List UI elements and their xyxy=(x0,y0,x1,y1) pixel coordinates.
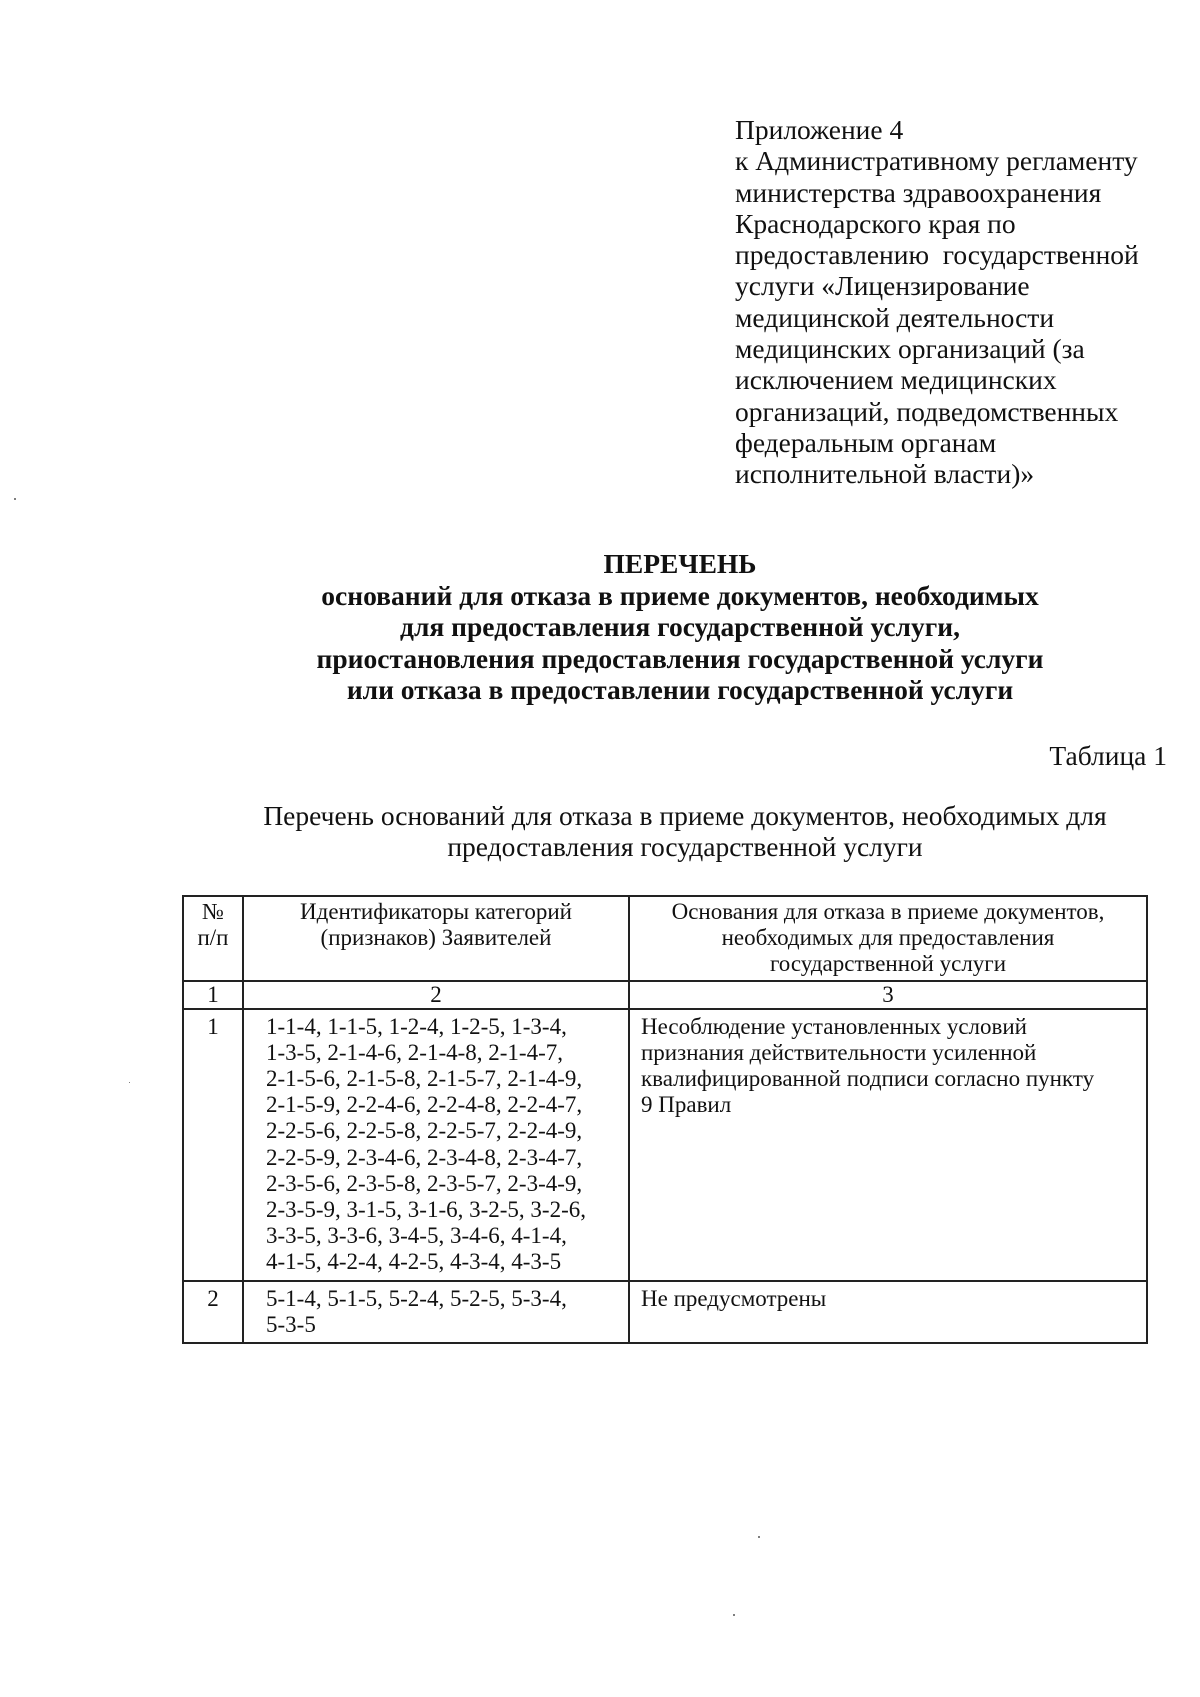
row-index: 1 xyxy=(183,1009,243,1281)
row-ids: 1-1-4, 1-1-5, 1-2-4, 1-2-5, 1-3-4, 1-3-5, 2-1-4-6, 2-1-4-8, 2-1-4-7, 2-1-5-6, 2-1-5-8, 2-1-5-7, 2-1-4-9, 2-1-5-9, 2-2-4-6, 2-2-4-8, 2-2-4-7, 2-2-5-6, 2-2-5-8, 2-2-5-7, 2-2-4-9, 2-2-5-9, 2-3-4-6, 2-3-4-8, 2-3-4-7, 2-3-5-6, 2-3-5-8, 2-3-5-7, 2-3-4-9, 2-3-5-9, 3-1-5, 3-1-6, 3-2-5, 3-2-6, 3-3-5, 3-3-6, 3-4-5, 3-4-6, 4-1-4, 4-1-5, 4-2-4, 4-2-5, 4-3-4, 4-3-5 xyxy=(243,1009,629,1281)
table-number: Таблица 1 xyxy=(1049,740,1167,771)
appendix-line: федеральным органам xyxy=(735,426,997,458)
column-number: 3 xyxy=(629,981,1147,1009)
title-line: оснований для отказа в приеме документов, необходимых xyxy=(321,579,1039,611)
header-reason: Основания для отказа в приеме документов, необходимых для предоставления государственной услуги xyxy=(629,896,1147,981)
column-number: 1 xyxy=(183,981,243,1009)
appendix-line: медицинских организаций (за xyxy=(735,333,1085,365)
row-index: 2 xyxy=(183,1281,243,1343)
title-heading: ПЕРЕЧЕНЬ xyxy=(603,548,757,579)
title-line: приостановления предоставления государственной услуги xyxy=(316,642,1044,674)
appendix-line: министерства здравоохранения xyxy=(735,176,1102,208)
scan-speck xyxy=(14,498,16,500)
header-index: № п/п xyxy=(183,896,243,981)
appendix-block xyxy=(735,114,1185,490)
appendix-line: организаций, подведомственных xyxy=(735,395,1119,427)
title-line: или отказа в предоставлении государственной услуги xyxy=(346,674,1014,705)
appendix-line: исполнительной власти)» xyxy=(735,458,1035,490)
row-reason: Несоблюдение установленных условий признания действительности усиленной квалифицированной подписи согласно пункту 9 Правил xyxy=(629,1009,1147,1281)
row-reason: Не предусмотрены xyxy=(629,1281,1147,1343)
column-number-row xyxy=(183,981,1147,1009)
table-row xyxy=(183,1009,1147,1281)
document-title xyxy=(150,548,1200,706)
appendix-line: исключением медицинских xyxy=(735,364,1057,396)
scan-speck xyxy=(733,1614,735,1616)
table-header-row xyxy=(183,896,1147,981)
title-line: для предоставления государственной услуги, xyxy=(400,611,960,642)
appendix-line: предоставлению государственной xyxy=(735,239,1139,271)
caption-line: Перечень оснований для отказа в приеме документов, необходимых для xyxy=(263,800,1107,831)
appendix-line: Краснодарского края по xyxy=(735,207,1016,239)
scan-speck xyxy=(758,1536,760,1538)
scan-speck xyxy=(129,1082,130,1083)
appendix-line: медицинской деятельности xyxy=(735,301,1055,333)
appendix-line: к Административному регламенту xyxy=(735,145,1138,177)
table-row xyxy=(183,1281,1147,1343)
row-ids: 5-1-4, 5-1-5, 5-2-4, 5-2-5, 5-3-4, 5-3-5 xyxy=(243,1281,629,1343)
appendix-line: услуги «Лицензирование xyxy=(735,270,1030,302)
column-number: 2 xyxy=(243,981,629,1009)
header-ids: Идентификаторы категорий (признаков) Заявителей xyxy=(243,896,629,981)
table-caption xyxy=(180,800,1190,862)
caption-line: предоставления государственной услуги xyxy=(447,831,923,862)
reasons-table xyxy=(182,895,1148,1344)
appendix-line: Приложение 4 xyxy=(735,114,904,145)
